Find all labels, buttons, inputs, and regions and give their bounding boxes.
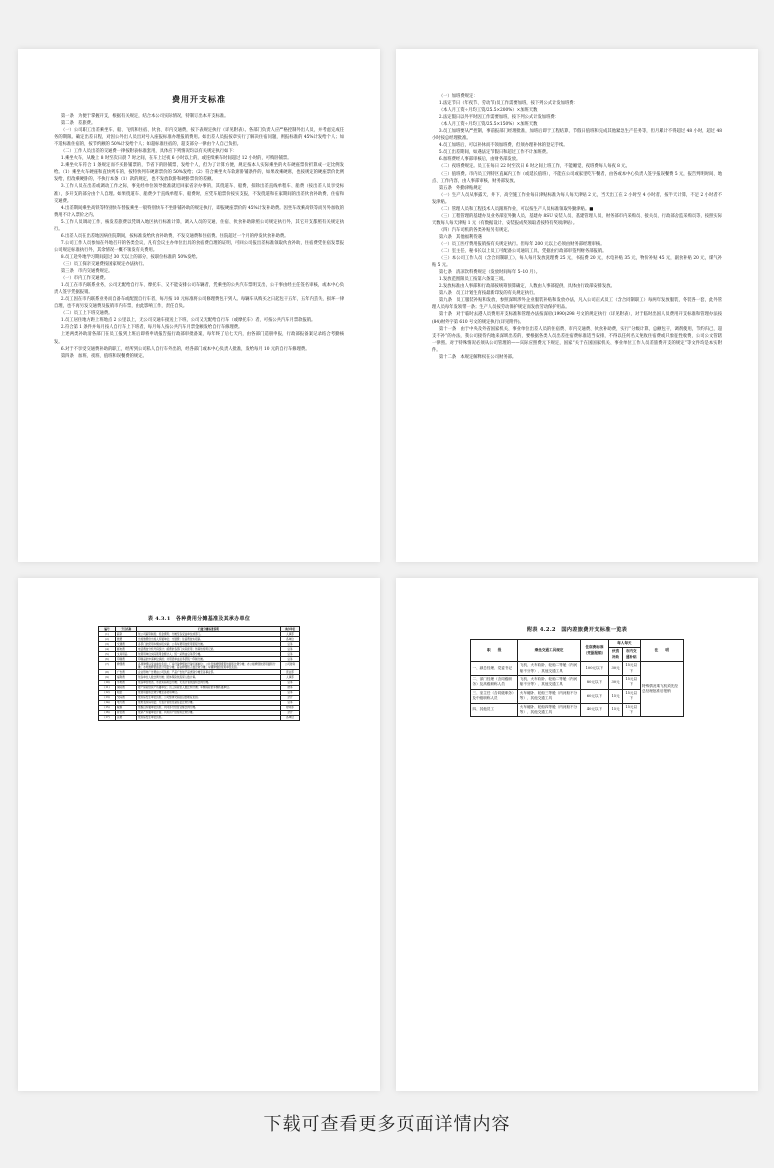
paragraph: （本人月工资÷月均工资/25.5×150%）×加班天数: [438, 122, 538, 128]
paragraph: （四）汽车司机的各类补贴另有规定。: [438, 227, 512, 233]
table-cell: (14): [99, 700, 116, 705]
column-header-lodging: 住宿费标准（凭据报销）: [580, 640, 608, 662]
table-cell: 折旧费: [116, 710, 137, 715]
table-cell: 文具用品: [116, 652, 137, 657]
column-header-meal: 伙食补助: [609, 648, 623, 662]
table-cell: 财务部: [281, 705, 300, 710]
table-cell: 人事部: [281, 675, 300, 680]
paragraph: 2.员工因在市内联系业务而自备车或配置自行车者，每月按 10 元标准将公司修理费包干到人。每辆车从购买之日起包干五年，五年内丢失、损坏一律自理，也不再另发交通费及报销市内车票，由此影响工作，责任自负。: [54, 297, 344, 310]
cell-transport: 飞机、火车软卧、轮船二等舱（内河船不分等）、其他交通工具: [518, 662, 581, 676]
paragraph: 第二条 差旅费。: [60, 121, 96, 127]
table-cell: (12): [99, 690, 116, 695]
cell-rank: 三、室主任（含同级职务）及中级职称人员: [471, 689, 518, 703]
table-cell: 总务: [281, 700, 300, 705]
paragraph: 4.出差期间乘坐高铁等特别快车替报乘坐一般特别快车不坐卧铺补助的规定执行，即报硬座票价的 45%计发补助费。因坐车改乘高铁等而另外加收的费用不计入票价之内。: [54, 205, 344, 218]
cell-transport: 飞机、火车软卧、轮船二等舱（内河船不分等）、其他交通工具: [518, 676, 581, 690]
paragraph: （三）工程管理的基建办及业务部室外勤人员，基建办 8SU 安装人员、基建管理人员、财务部市内采购员、接关员、行政部舍监采购员等，按照实际天数每人每天津贴 1 元（有数据设计、安装报成奖领取者按特有奖项津贴）。: [432, 213, 722, 226]
paragraph: 6.出差人员在出差地因病住院期间，按标准发给伙食补助费，不发交通费和住宿费。住院超过一个月的停发伙食补助费。: [60, 233, 289, 239]
paragraph: （二）工作人员出差的交通费一律按附表标准套用，具体应下列情况均以有关规定执行如下：: [60, 149, 238, 155]
table-cell: 会计: [281, 710, 300, 715]
table-cell: (15): [99, 705, 116, 710]
column-header: 子目名称: [116, 627, 137, 632]
cell-rank: 一、副总经理、党委书记: [471, 662, 518, 676]
table-cell: 印刷品依申请单位承担；共用表单由总务部统一印制分摊。: [137, 657, 281, 662]
table-cell: (9): [99, 675, 116, 680]
travel-standard-table: [470, 639, 684, 717]
table-cell: 财务: [281, 685, 300, 690]
table-cell: 总务: [281, 680, 300, 685]
paragraph: （二）室主任、秘书长以上员工可配备公司通讯工具，凭据由行政部审签判财务部报销。: [438, 249, 607, 255]
paragraph: 1.发放范围限员工按第六条第三项。: [438, 277, 508, 283]
table-cell: 会计: [281, 695, 300, 700]
table-row: [471, 662, 684, 676]
document-page-2: [396, 49, 758, 562]
paragraph: 7.公司工作人员参加在外地召开的各类会议，凡有会议主办单位出具的食宿费自理的证明，可回公司报出差标准领取伙食补助，住宿费凭住宿发票报公司规定标准执行外，其余情况一概不领发有关费用。: [54, 240, 344, 253]
table-cell: (1): [99, 632, 116, 637]
paragraph: 2.发放标准由人事部和行政部按统筹预算确定，人数由人事部提供，具体由行政部安排发放。: [438, 284, 615, 290]
table-cell: 各项修缮以受益单位负担；厂房设备修缮依设备所属单位；公共设施修缮费用依面积比例分摊；办公楼修缮依使用面积分摊；水电维修依照表计用量分摊；宿舍修缮依人数比例分摊；车辆修缮依使用单位负担。: [137, 662, 281, 670]
expense-allocation-table: [98, 626, 300, 721]
table-cell: 依实际发生单位负担；公司整体交际由总经理室负担。: [137, 695, 281, 700]
column-header: 承办单位: [281, 627, 300, 632]
document-page-1: [18, 49, 380, 562]
paragraph: 2.法定假日以外平时因工作需要加班，按下列公式计发加班费：: [438, 115, 559, 121]
document-title: 费用开支标准: [172, 94, 226, 104]
table-cell: 总务: [281, 657, 300, 662]
page-1-body: [54, 113, 344, 360]
table-cell: 薪资: [116, 632, 137, 637]
paragraph: 1.乘坐火车，从晚上 8 时至次日晨 7 时之间，在车上过夜 6 小时以上的，或连续乘车时间超过 12 小时的，可购卧铺票。: [60, 156, 292, 162]
cell-local: 15元以下: [622, 703, 640, 717]
paragraph: （三）本公司工作人员（含合同制职工），每人每月发放洗理费 25 元，书报费 20 元，水电补贴 35 元，物价补贴 45 元，副食补贴 20 元，煤气补贴 5 元。: [432, 256, 722, 269]
paragraph: （三）员工探亲交通费按国家规定办法执行。: [60, 261, 147, 267]
table-cell: 邮电费: [116, 647, 137, 652]
cell-local: 15元以下: [622, 676, 640, 690]
table-cell: (10): [99, 680, 116, 685]
paragraph: 第八条 员工计划生育按最新印发的有关规定执行。: [438, 291, 538, 297]
table-cell: 财产保险依资产所属单位；员工保险依人数比例分摊；车辆保险依车辆所属单位。: [137, 685, 281, 690]
paragraph: （三）值班费。市内员工到特区直属内工作（或延长值班），不能在公司或家里吃午餐者，由各或本中心负责人签字报误餐费 5 元，报告判明时间、地点、工作内容，由人事部审核，财务部发放。: [432, 171, 722, 184]
table-cell: (3): [99, 642, 116, 647]
table-cell: 各单位: [281, 715, 300, 720]
cell-transport: 火车硬卧、轮船三等舱（内河船不分等）、其他交通工具: [518, 689, 581, 703]
table-cell: (6): [99, 657, 116, 662]
paragraph: 第六条 其他福利待遇: [438, 234, 482, 240]
cell-meal: 30元: [609, 676, 623, 690]
table-cell: 租金: [116, 690, 137, 695]
paragraph: 4.员工加班后，可以补休而不领加班费，但须办理补休的登记手续。: [438, 143, 568, 149]
table-cell: 依实际发生单位负担。: [137, 715, 281, 720]
paragraph: 1.员工居住地方距上班地点 2 公里以上，无公司交通车接送上下班，公司又无配给自行车（或摩托车）者，可按公共汽车月票款报销。: [60, 318, 316, 324]
cell-note: 特殊情况乘飞机须先经总经理批准后报销: [640, 662, 683, 717]
table-cell: (17): [99, 715, 116, 720]
page-2-body: [432, 93, 722, 361]
table-cell: 电力费: [116, 700, 137, 705]
table-cell: 各部门依使用车辆实报实销；公务车费用按使用里程分摊。: [137, 642, 281, 647]
paragraph: 第四条 加班、夜班、值班和误餐费的规定。: [60, 353, 147, 359]
table-cell: 公司财务: [281, 662, 300, 670]
cell-local: 15元以下: [622, 689, 640, 703]
table-cell: 总务: [281, 690, 300, 695]
table-row: [99, 715, 300, 720]
paragraph: （二）员工上下班交通费。: [60, 311, 113, 317]
table-cell: 交通费: [116, 642, 137, 647]
table-cell: 营业部: [281, 670, 300, 675]
paragraph: 第五条 外勤津贴规定: [438, 185, 482, 191]
cell-lodging: 100元以下: [580, 662, 608, 676]
document-page-4: [396, 578, 758, 1091]
cell-meal: 15元: [609, 689, 623, 703]
paragraph: （一）员工医疗费用报销按有关规定执行。但每年 200 元以上必须由财务部经理审核。: [438, 241, 605, 247]
cell-lodging: 80元以下: [580, 676, 608, 690]
paragraph: 2.乘坐火车符合 1 条规定而不买卧铺票的，节省下的卧铺票，发给个人，但为了计算方便，规定按本人实际乘坐的火车硬座票价折算成一定比例发给。（1）乘坐火车硬座和直快列车的，按特快列车硬席票价的 50%发给；（2）符合乘坐火车软席卧铺条件的，如果改乘硬席，也按规定的硬座票价比例发给，但改乘硬卧的，不执行本条（1）款的规定，也不发放软卧和硬卧票价的差额。: [54, 163, 344, 183]
cell-lodging: 60元以下: [580, 689, 608, 703]
table-title: 表 4.3.1 各种费用分摊基准及其承办单位: [147, 616, 251, 622]
table-cell: 依公司薪资制度；奖金费用；分摊至各受益单位或部门。: [137, 632, 281, 637]
table-cell: 保险费: [116, 685, 137, 690]
table-cell: 依各单位人数比例分摊；团体保险依投保人数计算。: [137, 675, 281, 680]
table-cell: 总务: [281, 642, 300, 647]
paragraph: 1.员工在市内联系业务，公司无配给自行车、摩托车、又不能安排公司车辆者，凭乘坐的公共汽车票明支出，公干事由经主任签名审核，或本中心负责人签字凭据报销。: [54, 283, 344, 296]
column-header-transport: 乘坐交通工具规定: [518, 640, 581, 662]
column-header: 编号: [99, 627, 116, 632]
column-header-rank: 职 级: [471, 640, 518, 662]
paragraph: 第十二条 本规定解释权在公司财务部。: [438, 354, 517, 360]
table-cell: 修缮费: [116, 662, 137, 670]
paragraph: （一）公司职工出差乘坐车、船、飞机和住宿、伙食、市内交通费，按下表规定执行（详见附表）。各部门负责人应严格控制外出人员，并考虑完成任务的期限。确定出差日程，对因公外出人员出对号入座报标准办理报销费用。如出差人员报按章实行了解决住宿问题，则报标准的 45%计发给个人；如不适标准住宿的，按节约额的 50%计发给个人；如超标准住宿的，超支部分一律由个人自己负担。: [54, 128, 344, 148]
paragraph: 8.员工赴外地学习期间超过 30 天以上的部分，按职位标准的 50%发给。: [60, 254, 201, 260]
table-cell: (2): [99, 637, 116, 642]
paragraph: 3.员工加班要从严控制，事前报部门经理批准，加班后即于工程结算，节假日值班和完成其他紧急生产任务等，但月累计不得超过 48 小时，超过 48 小时按总经理批准。: [432, 129, 722, 142]
paragraph: （一）生产人员从事露天、井下、高空施工作业每日津贴标准为每人每天津贴 2 元，当天出工在 2 小时至 4 小时者，按半天计算，不足 2 小时者不发津贴。: [432, 192, 722, 205]
table-cell: 税捐: [116, 705, 137, 710]
table-cell: 企业形象广告费由公司负担；产品广告依产品类别分摊至各事业部。: [137, 670, 281, 675]
table-cell: (16): [99, 710, 116, 715]
cell-meal: 30元: [609, 662, 623, 676]
paragraph: （二）夜班费规定。员工在每日 22 时至次日 6 时之间上班工作，不能睡觉，夜班费每人每夜 8 元。: [438, 164, 630, 170]
table-cell: 依税目所属单位负担；共同部分依营业额比例分摊。: [137, 705, 281, 710]
table-row: [99, 662, 300, 670]
paragraph: 1.法定节日（年夜节、劳动节)员工作需要加班，按下列公式计发加班费：: [438, 101, 578, 107]
table-cell: 依电表实际用量；无表计者依设备容量比例分摊。: [137, 700, 281, 705]
table-cell: (4): [99, 647, 116, 652]
table-cell: 杂费: [116, 715, 137, 720]
paragraph: 第九条 员工服装补贴和发放，参照深圳涉外企业服装补贴和发放办法，凡入公司正式员工（含合同制职工）每两年发放服装，冬装各一套，此外管理人员每年发领带一条；生产人员按劳动保护规定而发放劳动保护用品。: [432, 298, 722, 311]
paragraph: 6.对于不享受交通费补助的职工，经所到公司私人自行车外出的，经各部门或本中心负责人批准，发给每月 10 元的自行车修理费。: [60, 346, 310, 352]
table-cell: 印刷费: [116, 657, 137, 662]
paragraph: 5.员工出差期间，如遇法定节假日和超过工作不计加班费。: [438, 150, 551, 156]
paragraph: （二）管理人员和工程技术人员跟班作业，可以按生产人员标准领取外勤津贴。■: [438, 206, 594, 212]
document-page-3: [18, 578, 380, 1091]
table-cell: 旅费: [116, 637, 137, 642]
column-header-local: 市内交通补贴: [622, 648, 640, 662]
table-cell: 总务: [281, 647, 300, 652]
table-cell: 依领用单位实际领用金额计入；统一采购由总务部分摊。: [137, 652, 281, 657]
paragraph: （一）市内工作交通费。: [60, 276, 109, 282]
paragraph: 第十一条 由于中央及外省国家机关、事业单位出差人员的住宿费、市内交通费、伙食补助费，实行“分级计算，总额包干，调剂使用，节约归己，超支不补”的办法，我公司接待内地来深圳出差的，要根据各类人员出差往宿费标准适当安排，不得以任何名义免收住宿费或只象征性收费，公司公文管辖一律照。对于特殊情况必须从公司管理的——宾际应照费元下规定，国家“关于在国国家机关、事业单位工作人员差旅费开支的规定”等文件均是本实附件。: [432, 326, 722, 353]
download-more-link[interactable]: 下载可查看更多页面详情内容: [263, 1114, 511, 1135]
table-cell: (11): [99, 685, 116, 690]
cell-rank: 四、其他员工: [471, 703, 518, 717]
table-cell: 人事部: [281, 632, 300, 637]
paragraph: （本人月工资÷月均工资/25.5×200%）×加班天数: [438, 108, 538, 114]
paragraph: 第十条 对于临时去港人员费用开支标准和管理办法按深府(1990)298 号文的规定执行（详见附表），对于临时出国人员费用开支标准和管理办法按(84)财外字第 610 号文的规定执行(详见附件)。: [432, 312, 722, 325]
paragraph: 2.符合第 1 条件并每月按人自行车上下班者，每月每人按公共汽车月票金额发给自行车修理费。: [60, 325, 243, 331]
column-header-note: 注 明: [640, 640, 683, 662]
table-cell: 水电费: [116, 680, 137, 685]
paragraph: 第七条 清凉饮料费规定（发放时间每年 5–10 月）。: [438, 270, 541, 276]
table-cell: 福利费: [116, 675, 137, 680]
table-title: 附表 4.2.2 国内差旅费开支标准一览表: [526, 627, 628, 633]
cell-lodging: 40元以下: [580, 703, 608, 717]
column-header-allowance: 每人每天: [609, 640, 640, 648]
cell-local: 15元以下: [622, 662, 640, 676]
paragraph: 上述两类补助清各部门在员工报到上班后即将申请报告报行政部审批备案，每年终了后七天内，由各部门造册申报，行政部报备案记录结合考勤核发。: [54, 332, 344, 345]
table-cell: 依使用面积比例分摊至各使用单位。: [137, 690, 281, 695]
table-cell: 总务: [281, 652, 300, 657]
paragraph: 5.工作人员调动工作，核发差旅费以凭调入地区执行标准计算，调入人员的交通、住宿、伙食补助除照公司规定执行外，其它开支都照有关规定执行。: [54, 219, 344, 232]
table-cell: 电话费按分机号码统计；邮费依各部门实际使用；传真依使用记录。: [137, 647, 281, 652]
cell-transport: 火车硬卧、轮船四等舱（内河船不分等）、其他交通工具: [518, 703, 581, 717]
table-cell: 依各单位电表、水表实际用量分摊；无表计者依面积比例分摊。: [137, 680, 281, 685]
table-header-row: [471, 640, 684, 648]
table-cell: (13): [99, 695, 116, 700]
paragraph: 第一条 为便于掌握开支，根据有关规定，结合本公司实际情况，特制订出本开支标准。: [60, 114, 229, 119]
column-header: 归属分摊标准说明: [137, 627, 281, 632]
cell-rank: 二、部门经理（含同级职务）及高级职称人员: [471, 676, 518, 690]
table-cell: (7): [99, 662, 116, 670]
table-cell: 依资产所属单位计提；共用资产依使用比例分摊。: [137, 710, 281, 715]
paragraph: （一）加班费规定：: [438, 94, 478, 99]
table-cell: 交际费: [116, 695, 137, 700]
paragraph: 3.工作人员在出差或调动工作之际，事先经单位领导批准就近回家省亲办事的，其绕道车、船费，扣除出差直线单程车、船费（按出差人员享受标准），多开支的部分由个人自理。如果绕道车、船费少于直线单程车、船费时，应凭车船票价按实支报，不发绕道和在家期间的出差伙食补助费、住宿和交通费。: [54, 184, 344, 204]
table-cell: (5): [99, 652, 116, 657]
paragraph: 6.加班费经人事部审核后，由财务部发放。: [438, 157, 521, 163]
paragraph: 第三条 市内交通费规定。: [60, 269, 113, 275]
table-cell: 广告费: [116, 670, 137, 675]
table-cell: 各单位: [281, 637, 300, 642]
table-cell: (8): [99, 670, 116, 675]
table-cell: 出差旅费依出差人所属单位；交通费；住宿费按实报销。: [137, 637, 281, 642]
cell-meal: 15元: [609, 703, 623, 717]
